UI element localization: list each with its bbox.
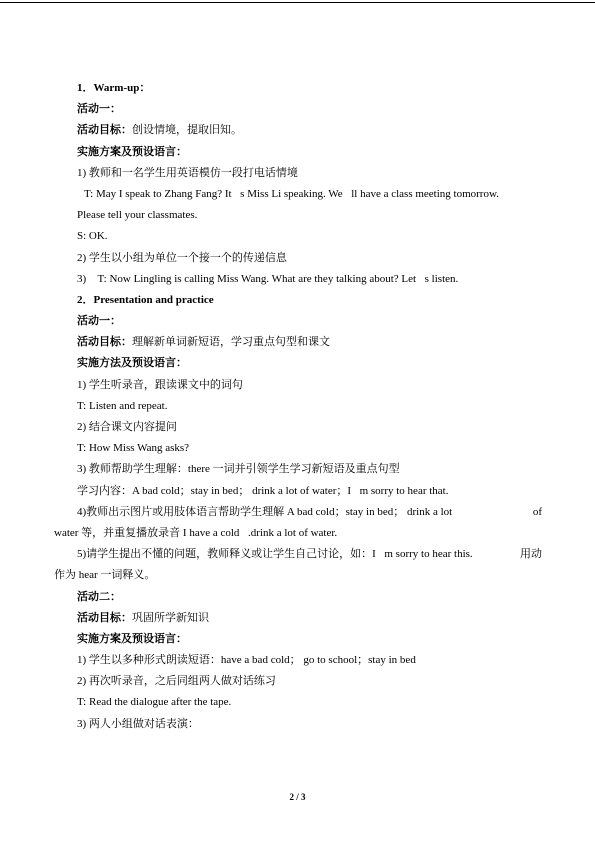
text-line: 3) 两人小组做对话表演：: [77, 717, 199, 730]
goal-text: 巩固所学新知识: [132, 611, 209, 624]
goal-label: 活动目标：: [77, 611, 132, 624]
text-segment: 用动: [520, 548, 542, 561]
text-line: 作为 hear 一词释义。: [54, 569, 156, 582]
activity-heading: 活动一：: [77, 103, 121, 116]
section-heading-presentation: 2．Presentation and practice: [77, 293, 214, 306]
text-line: T: How Miss Wang asks?: [77, 442, 190, 455]
goal-label: 活动目标：: [77, 124, 132, 137]
text-line: 3) 教师帮助学生理解：there 一词并引领学生学习新短语及重点句型: [77, 463, 400, 476]
plan-heading: 实施方案及预设语言：: [77, 145, 187, 158]
text-segment: 4)教师出示图片或用肢体语言帮助学生理解 A bad cold；stay in bed； drink a lot: [77, 505, 453, 518]
text-line: 2) 结合课文内容提问: [77, 421, 177, 433]
text-line: T: Read the dialogue after the tape.: [77, 696, 232, 709]
header-rule: [0, 2, 595, 3]
text-line: 3)  T: Now Lingling is calling Miss Wang. What are they talking about? Let s listen. : [77, 272, 467, 285]
activity-heading: 活动一：: [77, 315, 121, 328]
section-heading-warmup: 1．Warm-up：: [77, 82, 151, 94]
text-line: S: OK.: [77, 230, 108, 243]
document-body: [54, 78, 542, 735]
text-line: 1) 学生听录音，跟读课文中的词句: [77, 378, 243, 391]
text-line: water 等，并重复播放录音 I have a cold .drink a lot of water.: [54, 526, 338, 539]
text-line: 2) 再次听录音，之后同组两人做对话练习: [77, 675, 276, 688]
page-number: 2 / 3: [289, 792, 306, 802]
text-segment: of: [532, 505, 542, 518]
goal-text: 理解新单词新短语，学习重点句型和课文: [132, 336, 330, 349]
plan-heading: 实施方法及预设语言：: [77, 357, 187, 370]
justified-line: [54, 544, 542, 565]
justified-line: [54, 502, 542, 523]
plan-heading: 实施方案及预设语言：: [77, 632, 187, 645]
text-segment: 5)请学生提出不懂的问题，教师释义或让学生自己讨论，如：I m sorry to hear this.: [77, 548, 473, 561]
activity-goal: [54, 120, 542, 141]
text-line: 2) 学生以小组为单位一个接一个的传递信息: [77, 251, 287, 264]
activity-goal: [54, 608, 542, 629]
text-line: T: May I speak to Zhang Fang? It s Miss Li speaking. We ll have a class meeting tomorrow.: [84, 187, 499, 200]
goal-text: 创设情境，提取旧知。: [132, 124, 242, 137]
text-line: 1) 学生以多种形式朗读短语：have a bad cold； go to school；stay in bed: [77, 654, 416, 667]
goal-label: 活动目标：: [77, 336, 132, 349]
text-line: T: Listen and repeat.: [77, 399, 168, 412]
text-line: 学习内容：A bad cold；stay in bed； drink a lot of water；I m sorry to hear that.: [77, 484, 449, 497]
text-line: Please tell your classmates.: [77, 209, 198, 222]
activity-heading: 活动二：: [77, 590, 121, 603]
activity-goal: [54, 332, 542, 353]
text-line: 1) 教师和一名学生用英语模仿一段打电话情境: [77, 166, 298, 179]
